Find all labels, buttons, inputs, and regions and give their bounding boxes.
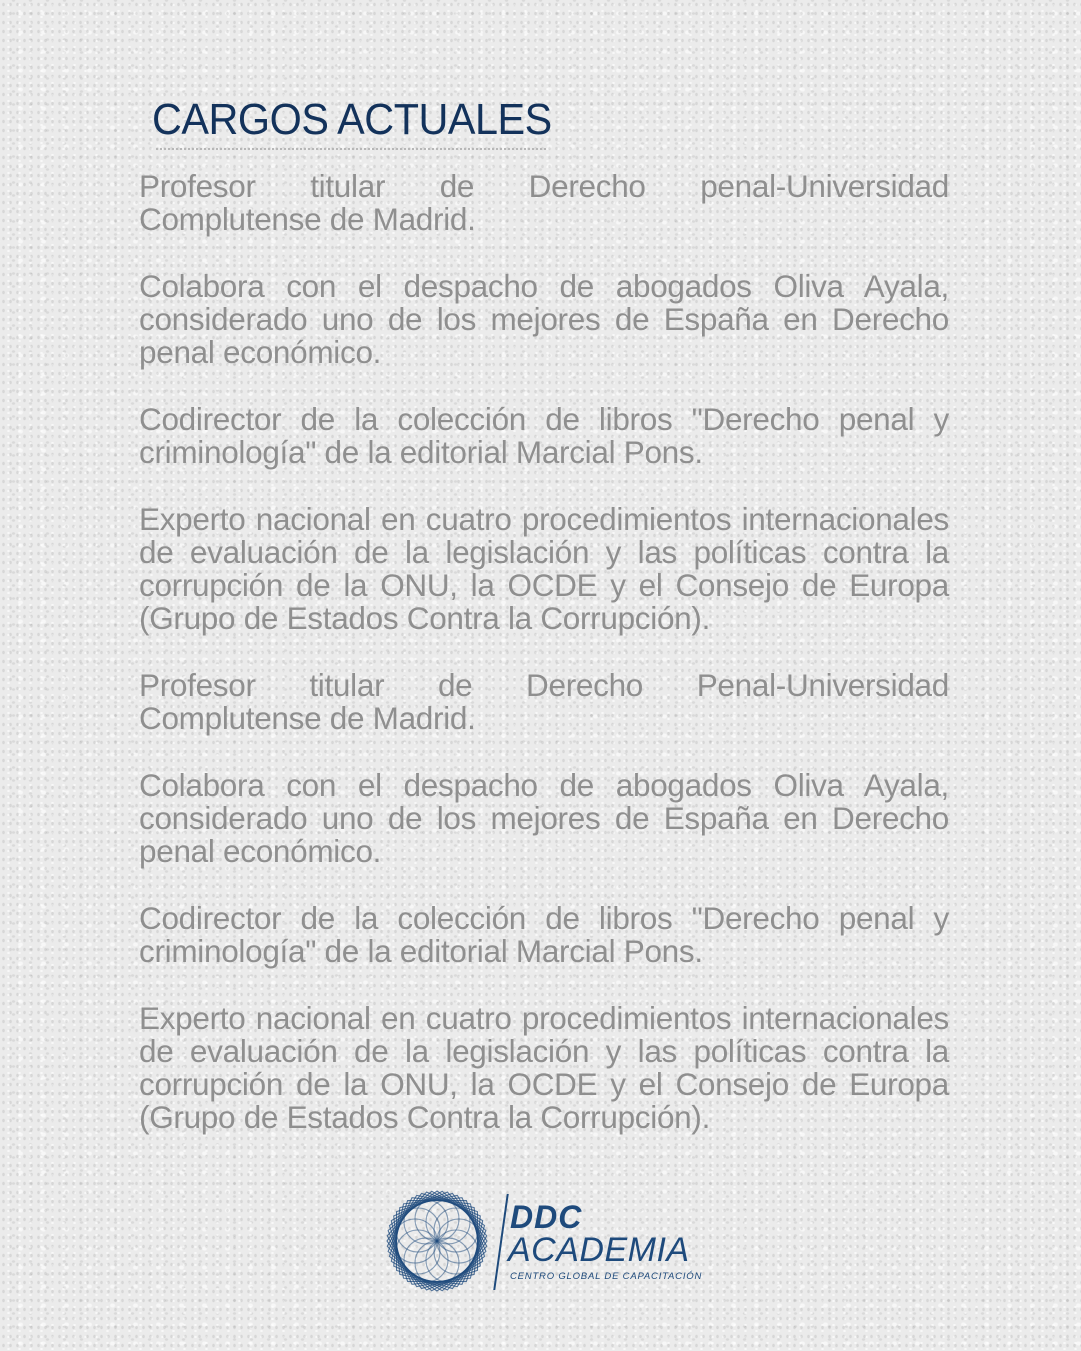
- position-paragraph: Colabora con el despacho de abogados Oliva Ayala, considerado uno de los mejores de España en Derecho penal económico.: [139, 268, 949, 370]
- position-paragraph: Codirector de la colección de libros "Derecho penal y criminología" de la editorial Marcial Pons.: [139, 401, 949, 470]
- geometric-rosette-icon: [382, 1186, 492, 1296]
- logo-tagline: CENTRO GLOBAL DE CAPACITACIÓN: [510, 1271, 703, 1282]
- position-paragraph: Codirector de la colección de libros "Derecho penal y criminología" de la editorial Marcial Pons.: [139, 900, 949, 969]
- logo-brand-top: DDC: [510, 1199, 583, 1235]
- logo-divider: [493, 1194, 508, 1290]
- page-title: CARGOS ACTUALES: [152, 95, 552, 144]
- position-paragraph: Profesor titular de Derecho Penal-Universidad Complutense de Madrid.: [139, 667, 949, 736]
- position-paragraph: Experto nacional en cuatro procedimientos internacionales de evaluación de la legislación y las políticas contra la corrupción de la ONU, la OCDE y el Consejo de Europa (Grupo de Estados Contra la Corrupción).: [139, 501, 949, 636]
- position-paragraph: Profesor titular de Derecho penal-Universidad Complutense de Madrid.: [139, 168, 949, 237]
- positions-list: [139, 170, 949, 1168]
- title-dotted-rule: [156, 148, 546, 150]
- position-paragraph: Experto nacional en cuatro procedimientos internacionales de evaluación de la legislación y las políticas contra la corrupción de la ONU, la OCDE y el Consejo de Europa (Grupo de Estados Contra la Corrupción).: [139, 1000, 949, 1135]
- position-paragraph: Colabora con el despacho de abogados Oliva Ayala, considerado uno de los mejores de España en Derecho penal económico.: [139, 767, 949, 869]
- ddc-academia-logo: [382, 1186, 702, 1298]
- logo-brand-bottom: ACADEMIA: [508, 1231, 690, 1269]
